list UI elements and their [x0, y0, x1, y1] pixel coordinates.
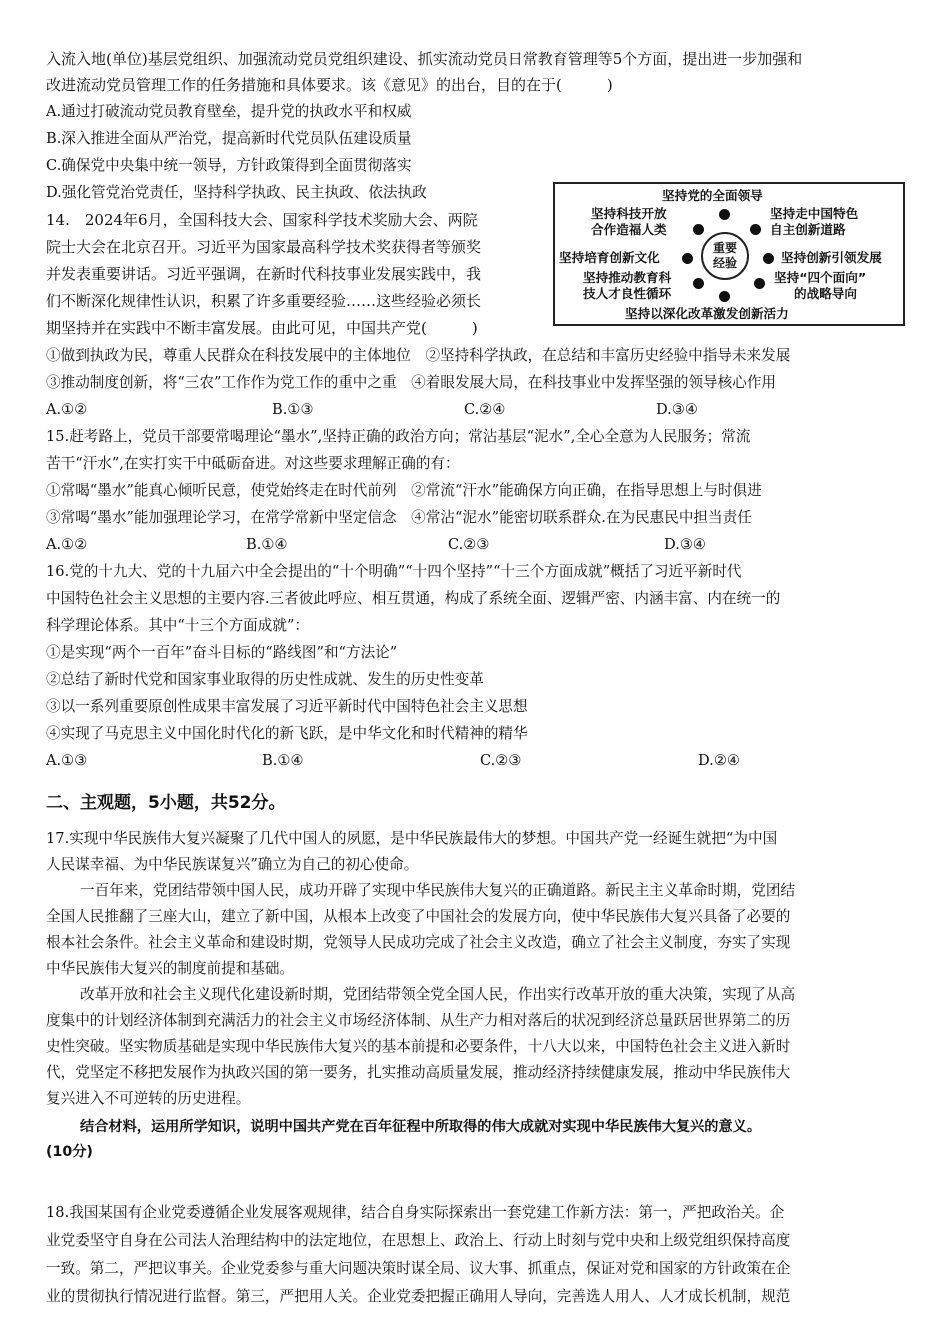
q16-line-3: 科学理论体系。其中“十三个方面成就”：	[46, 617, 310, 634]
q14-answer-a: A.①②	[46, 401, 88, 418]
q15-statement-2: ③常喝“墨水”能加强理论学习，在常学常新中坚定信念 ④常沾“泥水”能密切联系群众.在为民惠民中担当责任	[46, 509, 752, 526]
diagram-label-four-facing-1: 坚持“四个面向”	[774, 270, 867, 285]
diagram-label-four-facing-2: 的战略导向	[794, 286, 857, 301]
q16-statement-2: ②总结了新时代党和国家事业取得的历史性成就、发生的历史性变革	[46, 671, 484, 688]
q13-line-2: 改进流动党员管理工作的任务措施和具体要求。该《意见》的出台，目的在于( )	[46, 76, 613, 94]
diagram-dot	[750, 224, 761, 235]
q17-line-11: 复兴进入不可逆转的历史进程。	[46, 1090, 251, 1107]
q17-line-2: 人民谋幸福、为中华民族谋复兴”确立为自己的初心使命。	[46, 856, 419, 873]
diagram-dot	[682, 253, 693, 264]
diagram-label-own-path-1: 坚持走中国特色	[770, 206, 859, 221]
q15-answer-d: D.③④	[664, 536, 706, 553]
q17-line-1: 17.实现中华民族伟大复兴凝聚了几代中国人的夙愿，是中华民族最伟大的梦想。中国共产党一经诞生就把“为中国	[46, 830, 778, 847]
q16-answer-c: C.②③	[480, 752, 522, 769]
q13-option-a: A.通过打破流动党员教育壁垒，提升党的执政水平和权威	[46, 103, 412, 120]
q16-statement-1: ①是实现“两个一百年”奋斗目标的“路线图”和“方法论”	[46, 644, 398, 661]
diagram-label-open-tech-1: 坚持科技开放	[591, 206, 667, 221]
q14-statement-1: ①做到执政为民，尊重人民群众在科技发展中的主体地位 ②坚持科学执政，在总结和丰富历史经验中指导未来发展	[46, 347, 791, 364]
diagram-label-reform: 坚持以深化改革激发创新活力	[625, 306, 789, 321]
q15-answer-c: C.②③	[448, 536, 490, 553]
diagram-label-education-1: 坚持推动教育科	[583, 270, 672, 285]
q17-line-6: 中华民族伟大复兴的制度前提和基础。	[46, 960, 295, 977]
q13-option-d: D.强化管党治党责任，坚持科学执政、民主执政、依法执政	[46, 184, 427, 201]
q16-answer-b: B.①④	[262, 752, 304, 769]
q14-line-4: 们不断深化规律性认识，积累了许多重要经验……这些经验必须长	[46, 292, 482, 310]
q17-line-8: 度集中的计划经济体制到充满活力的社会主义市场经济体制、从生产力相对落后的状况到经济总量跃居世界第二的历	[46, 1012, 791, 1029]
q16-answer-a: A.①③	[46, 752, 88, 769]
q15-answer-a: A.①②	[46, 536, 88, 553]
q13-line-1: 入流入地(单位)基层党组织、加强流动党员党组织建设、抓实流动党员日常教育管理等5个方面，提出进一步加强和	[46, 50, 803, 68]
q16-line-1: 16.党的十九大、党的十九届六中全会提出的“十个明确”“十四个坚持”“十三个方面成就”概括了习近平新时代	[46, 563, 742, 580]
q14-answer-d: D.③④	[656, 401, 698, 418]
diagram-label-innovation-led: 坚持创新引领发展	[781, 250, 882, 265]
diagram-center-circle	[701, 232, 749, 280]
q17-line-3: 一百年来，党团结带领中国人民，成功开辟了实现中华民族伟大复兴的正确道路。新民主主义革命时期，党团结	[80, 882, 796, 899]
q15-line-1: 15.赶考路上，党员干部要常喝理论“墨水”,坚持正确的政治方向；常沾基层“泥水”,全心全意为人民服务；常流	[46, 428, 751, 445]
q17-line-10: 代，党坚定不移把发展作为执政兴国的第一要务，扎实推动高质量发展，推动经济持续健康发展，推动中华民族伟大	[46, 1064, 791, 1081]
q15-answer-b: B.①④	[246, 536, 288, 553]
q17-prompt: 结合材料，运用所学知识，说明中国共产党在百年征程中所取得的伟大成就对实现中华民族伟大复兴的意义。	[80, 1119, 762, 1135]
q16-line-2: 中国特色社会主义思想的主要内容.三者彼此呼应、相互贯通，构成了系统全面、逻辑严密、内涵丰富、内在统一的	[46, 590, 781, 607]
diagram-dot	[754, 278, 765, 289]
q14-line-2: 院士大会在北京召开。习近平为国家最高科学技术奖获得者等颁奖	[46, 238, 482, 256]
diagram-dot	[693, 224, 704, 235]
q18-line-2: 业党委坚守自身在公司法人治理结构中的法定地位，在思想上、政治上、行动上时刻与党中央和上级党组织保持高度	[46, 1232, 791, 1249]
q17-line-9: 史性突破。坚实物质基础是实现中华民族伟大复兴的基本前提和必要条件，十八大以来，中国特色社会主义进入新时	[46, 1038, 791, 1055]
q18-line-4: 业的贯彻执行情况进行监督。第三，严把用人关。企业党委把握正确用人导向，完善选人用人、人才成长机制，规范	[46, 1288, 791, 1305]
q16-answer-d: D.②④	[698, 752, 740, 769]
diagram-center-line-2: 经验	[712, 256, 737, 270]
diagram-label-innovation-culture: 坚持培育创新文化	[559, 250, 660, 265]
diagram-label-education-2: 技人才良性循环	[583, 286, 672, 301]
q18-line-1: 18.我国某国有企业党委遵循企业发展客观规律，结合自身实际探索出一套党建工作新方法：第一，严把政治关。企	[46, 1204, 785, 1221]
q14-statement-2: ③推动制度创新，将“三农”工作作为党工作的重中之重 ④着眼发展大局，在科技事业中发挥坚强的领导核心作用	[46, 374, 777, 391]
q13-option-c: C.确保党中央集中统一领导，方针政策得到全面贯彻落实	[46, 157, 412, 174]
diagram-dot	[693, 278, 704, 289]
q16-statement-4: ④实现了马克思主义中国化时代化的新飞跃，是中华文化和时代精神的精华	[46, 725, 528, 742]
q13-option-b: B.深入推进全面从严治党，提高新时代党员队伍建设质量	[46, 130, 412, 147]
diagram-label-open-tech-2: 合作造福人类	[591, 222, 667, 237]
q17-line-7: 改革开放和社会主义现代化建设新时期，党团结带领全党全国人民，作出实行改革开放的重大决策，实现了从高	[80, 986, 796, 1003]
diagram-label-own-path-2: 自主创新道路	[770, 222, 846, 237]
diagram-dot	[763, 253, 774, 264]
q17-line-5: 根本社会条件。社会主义革命和建设时期，党领导人民成功完成了社会主义改造，确立了社会主义制度，夯实了实现	[46, 934, 791, 951]
experience-diagram	[553, 182, 905, 326]
diagram-center-line-1: 重要	[712, 241, 737, 255]
diagram-label-party-leadership: 坚持党的全面领导	[662, 188, 763, 203]
q14-line-5: 期坚持并在实践中不断丰富发展。由此可见，中国共产党( )	[46, 319, 478, 337]
q18-line-3: 一致。第二，严把议事关。企业党委参与重大问题决策时谋全局、议大事、抓重点，保证对党和国家的方针政策在企	[46, 1260, 791, 1277]
q14-line-1: 14. 2024年6月，全国科技大会、国家科学技术奖励大会、两院	[46, 211, 478, 229]
q15-line-2: 苦干“汗水”,在实打实干中砥砺奋进。对这些要求理解正确的有：	[46, 455, 460, 472]
q15-statement-1: ①常喝“墨水”能真心倾听民意，使党始终走在时代前列 ②常流“汗水”能确保方向正确，在指导思想上与时俱进	[46, 482, 762, 499]
diagram-dot	[719, 209, 730, 220]
section-heading: 二、主观题，5小题，共52分。	[46, 793, 286, 813]
q14-line-3: 并发表重要讲话。习近平强调，在新时代科技事业发展实践中，我	[46, 265, 482, 283]
diagram-dot	[719, 291, 730, 302]
q14-answer-c: C.②④	[464, 401, 506, 418]
q14-answer-b: B.①③	[272, 401, 314, 418]
q16-statement-3: ③以一系列重要原创性成果丰富发展了习近平新时代中国特色社会主义思想	[46, 698, 528, 715]
q17-line-4: 全国人民推翻了三座大山，建立了新中国，从根本上改变了中国社会的发展方向，使中华民族伟大复兴具备了必要的	[46, 908, 791, 925]
q17-score: (10分)	[46, 1144, 93, 1160]
